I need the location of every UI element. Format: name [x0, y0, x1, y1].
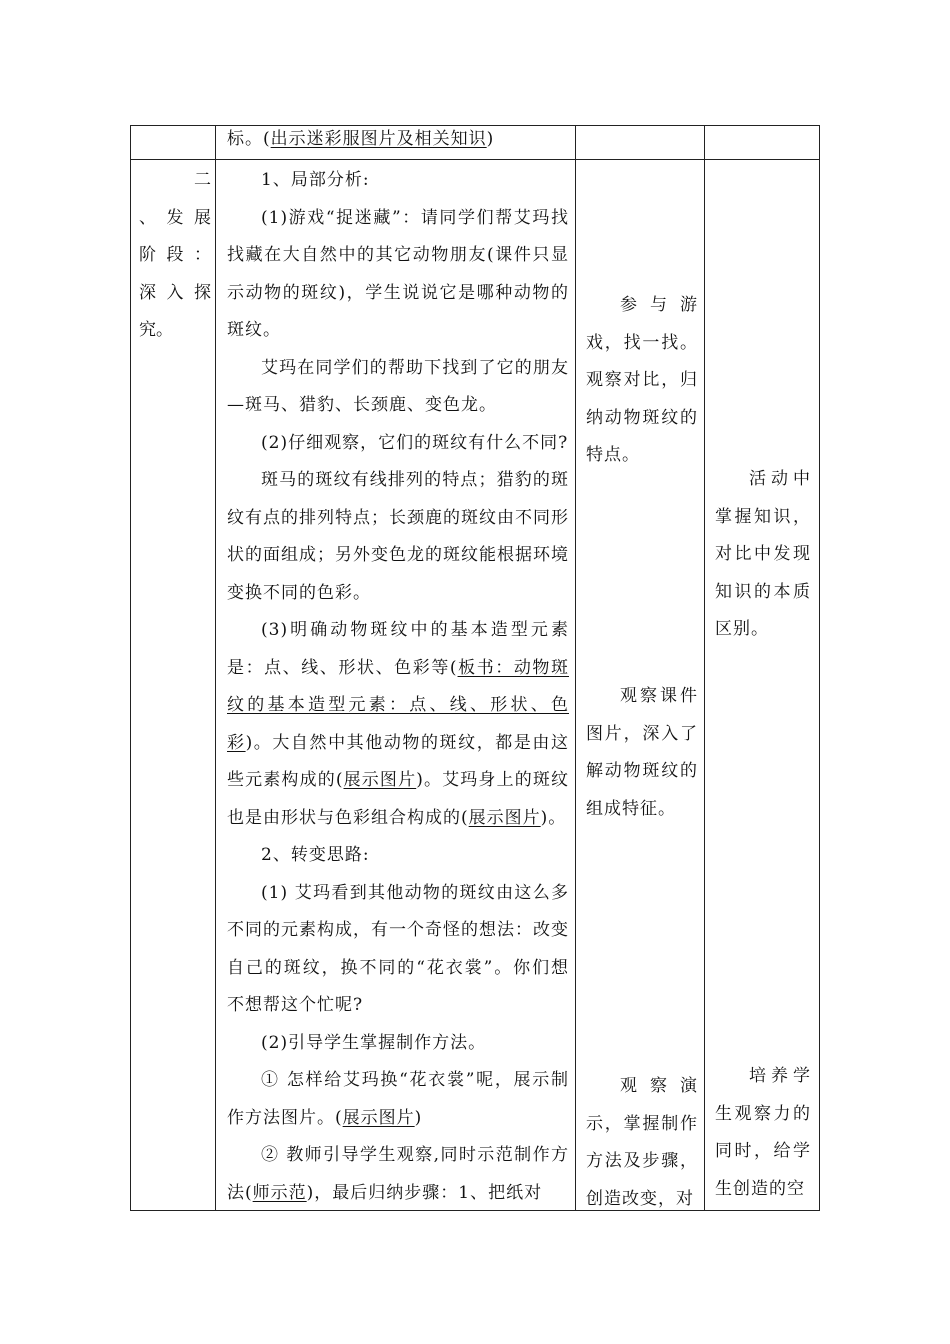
column-divider: [704, 126, 705, 1210]
content-paragraph: 艾玛在同学们的帮助下找到了它的朋友—斑马、猎豹、长颈鹿、变色龙。: [227, 357, 569, 415]
content-paragraph: ① 怎样给艾玛换“花衣裳”呢，展示制作方法图片。(展示图片): [227, 1070, 569, 1128]
content-paragraph: (1)游戏“捉迷藏”：请同学们帮艾玛找找藏在大自然中的其它动物朋友(课件只显示动物的斑纹)，学生说说它是哪种动物的斑纹。: [227, 207, 569, 340]
teaching-content-cell: [227, 162, 569, 1212]
stage-line: 、发展: [139, 207, 211, 228]
section-heading: 1、局部分析:: [261, 170, 370, 190]
continued-text-row: 标。(出示迷彩服图片及相关知识): [227, 129, 495, 149]
stage-line: 阶段：: [139, 245, 211, 265]
student-activity-3: 观察演示，掌握制作方法及步骤，创造改变，对: [586, 1076, 698, 1209]
section-heading: 2、转变思路:: [261, 845, 370, 865]
content-paragraph: (2)引导学生掌握制作方法。: [261, 1032, 487, 1053]
content-paragraph: (1) 艾玛看到其他动物的斑纹由这么多不同的元素构成，有一个奇怪的想法：改变自己的斑纹，换不同的“花衣裳”。你们想不想帮这个忙呢?: [227, 882, 569, 1015]
content-paragraph: (2)仔细观察，它们的斑纹有什么不同?: [261, 432, 569, 453]
column-divider: [215, 126, 216, 1210]
design-purpose-1: 活动中掌握知识，对比中发现知识的本质区别。: [715, 469, 811, 639]
content-paragraph: 斑马的斑纹有线排列的特点；猎豹的斑纹有点的排列特点；长颈鹿的斑纹由不同形状的面组成；另外变色龙的斑纹能根据环境变换不同的色彩。: [227, 470, 569, 603]
student-activity-1: 参与游戏，找一找。观察对比，归纳动物斑纹的特点。: [586, 295, 698, 465]
stage-cell: [139, 162, 211, 350]
stage-line: 二: [194, 170, 211, 190]
column-divider: [575, 126, 576, 1210]
design-purpose-2: 培养学生观察力的同时，给学生创造的空: [715, 1066, 811, 1199]
content-paragraph: (3)明确动物斑纹中的基本造型元素是：点、线、形状、色彩等(板书：动物斑纹的基本造型元素：点、线、形状、色彩)。大自然中其他动物的斑纹，都是由这些元素构成的(展示图片)。艾玛身上的斑纹也是由形状与色彩组合构成的(展示图片)。: [227, 620, 569, 828]
content-paragraph: ② 教师引导学生观察,同时示范制作方法(师示范)，最后归纳步骤：1、把纸对: [227, 1145, 569, 1203]
student-activity-2: 观察课件图片，深入了解动物斑纹的组成特征。: [586, 686, 698, 819]
stage-line: 深入探: [139, 282, 211, 303]
lesson-plan-table: [130, 125, 820, 1211]
stage-line: 究。: [139, 320, 173, 340]
